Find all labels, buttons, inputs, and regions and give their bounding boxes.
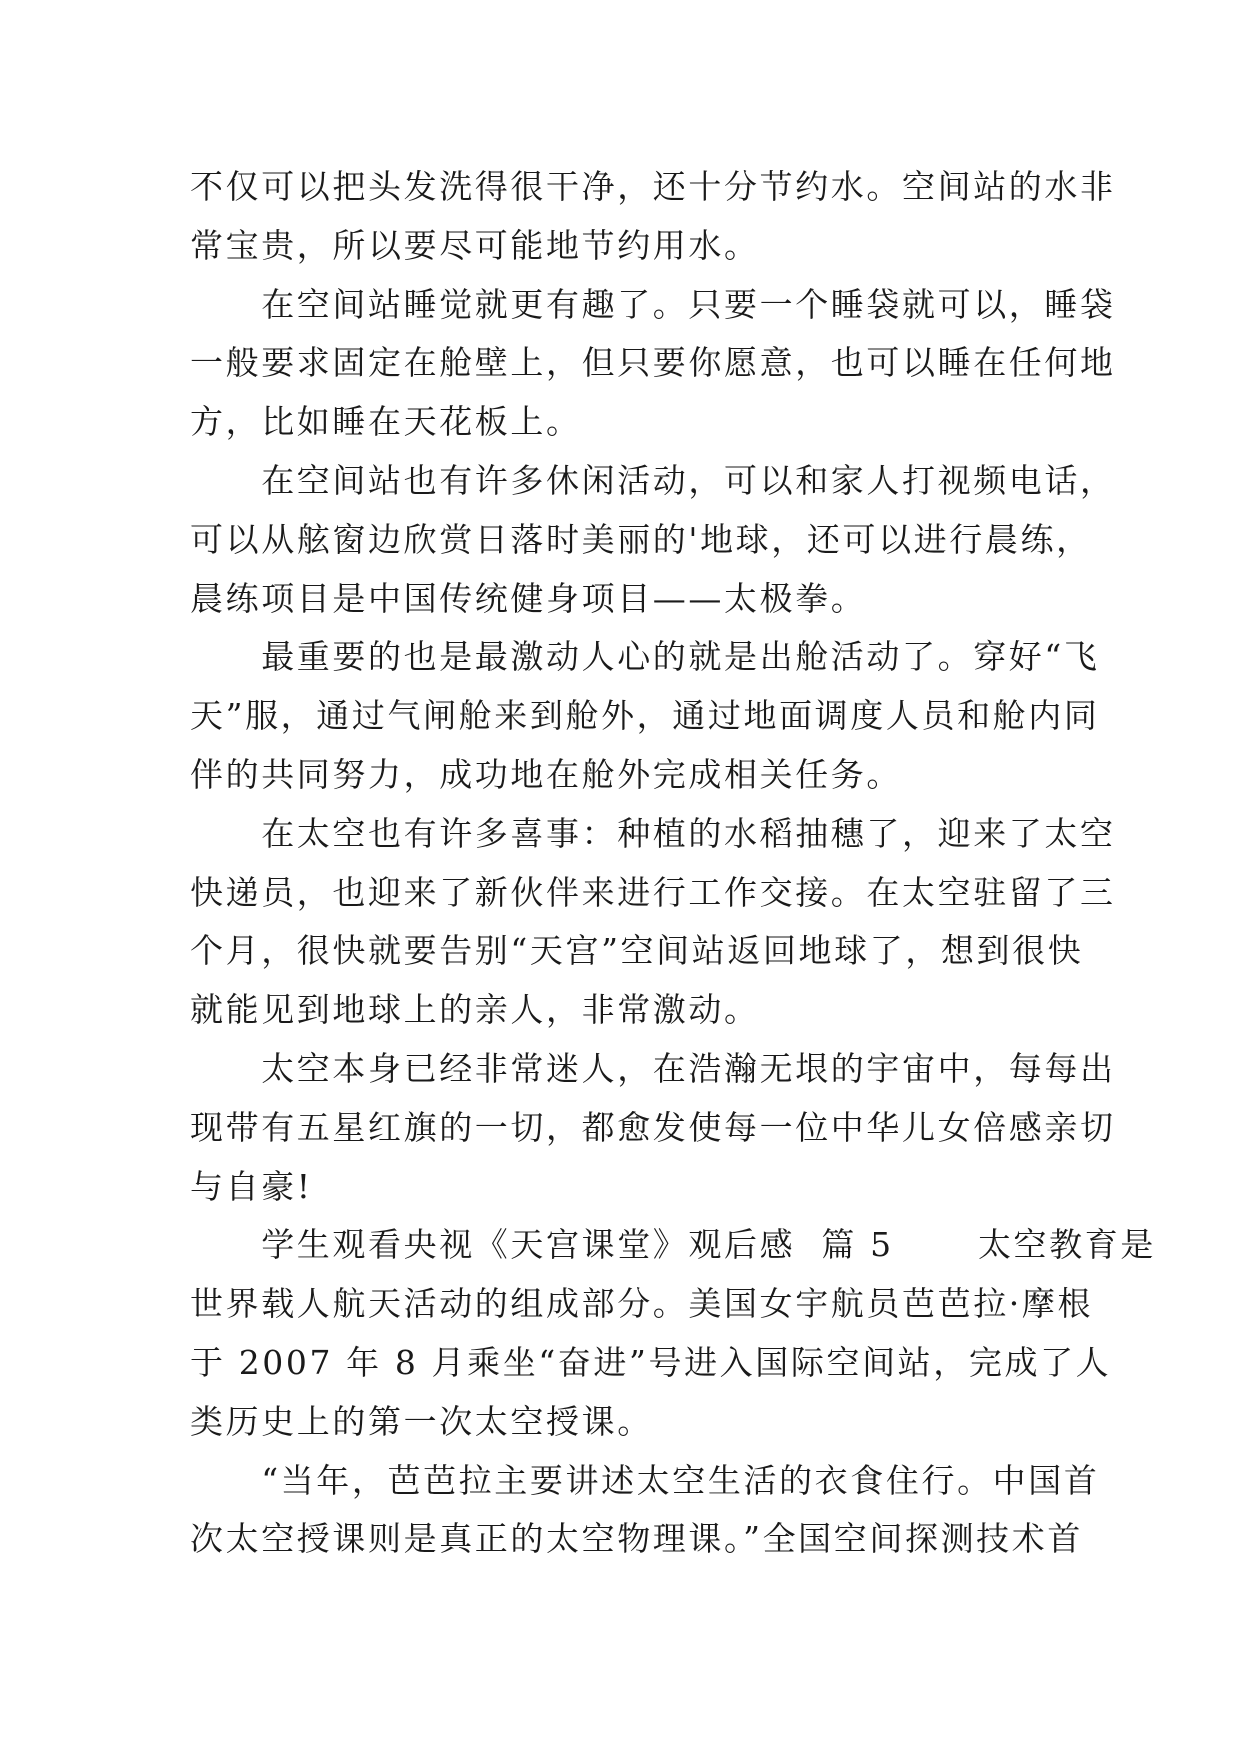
text-line: 于 2007 年 8 月乘坐“奋进”号进入国际空间站，完成了人 xyxy=(190,1342,1112,1382)
text-line: 类历史上的第一次太空授课。 xyxy=(190,1401,653,1441)
text-line: “当年，芭芭拉主要讲述太空生活的衣食住行。中国首 xyxy=(190,1460,1100,1500)
text-line: 伴的共同努力，成功地在舱外完成相关任务。 xyxy=(190,754,902,794)
text-line: 现带有五星红旗的一切，都愈发使每一位中华儿女倍感亲切 xyxy=(190,1107,1116,1147)
text-line: 太空本身已经非常迷人，在浩瀚无垠的宇宙中，每每出 xyxy=(190,1048,1116,1088)
text-line: 方，比如睡在天花板上。 xyxy=(190,402,582,442)
text-line: 常宝贵，所以要尽可能地节约用水。 xyxy=(190,225,760,265)
text-line: 在空间站也有许多休闲活动，可以和家人打视频电话， xyxy=(190,460,1116,500)
text-line: 学生观看央视《天宫课堂》观后感 篇 5 太空教育是 xyxy=(190,1225,1156,1265)
text-line: 与自豪! xyxy=(190,1166,313,1206)
document-body xyxy=(190,158,1156,1569)
text-line: 最重要的也是最激动人心的就是出舱活动了。穿好“飞 xyxy=(190,637,1100,677)
text-line: 不仅可以把头发洗得很干净，还十分节约水。空间站的水非 xyxy=(190,167,1116,206)
text-line: 个月，很快就要告别“天宫”空间站返回地球了，想到很快 xyxy=(190,931,1084,971)
text-line: 次太空授课则是真正的太空物理课。”全国空间探测技术首 xyxy=(190,1519,1083,1559)
text-line: 一般要求固定在舱壁上，但只要你愿意，也可以睡在任何地 xyxy=(190,343,1116,383)
text-line: 可以从舷窗边欣赏日落时美丽的'地球，还可以进行晨练， xyxy=(190,519,1092,559)
text-line: 在太空也有许多喜事：种植的水稻抽穗了，迎来了太空 xyxy=(190,813,1116,853)
text-line: 世界载人航天活动的组成部分。美国女宇航员芭芭拉·摩根 xyxy=(190,1284,1094,1324)
text-line: 在空间站睡觉就更有趣了。只要一个睡袋就可以，睡袋 xyxy=(190,284,1116,324)
text-line: 就能见到地球上的亲人，非常激动。 xyxy=(190,990,760,1030)
text-line: 快递员，也迎来了新伙伴来进行工作交接。在太空驻留了三 xyxy=(190,872,1116,912)
text-line: 天”服，通过气闸舱来到舱外，通过地面调度人员和舱内同 xyxy=(190,696,1100,736)
text-line: 晨练项目是中国传统健身项目——太极拳。 xyxy=(190,578,867,618)
